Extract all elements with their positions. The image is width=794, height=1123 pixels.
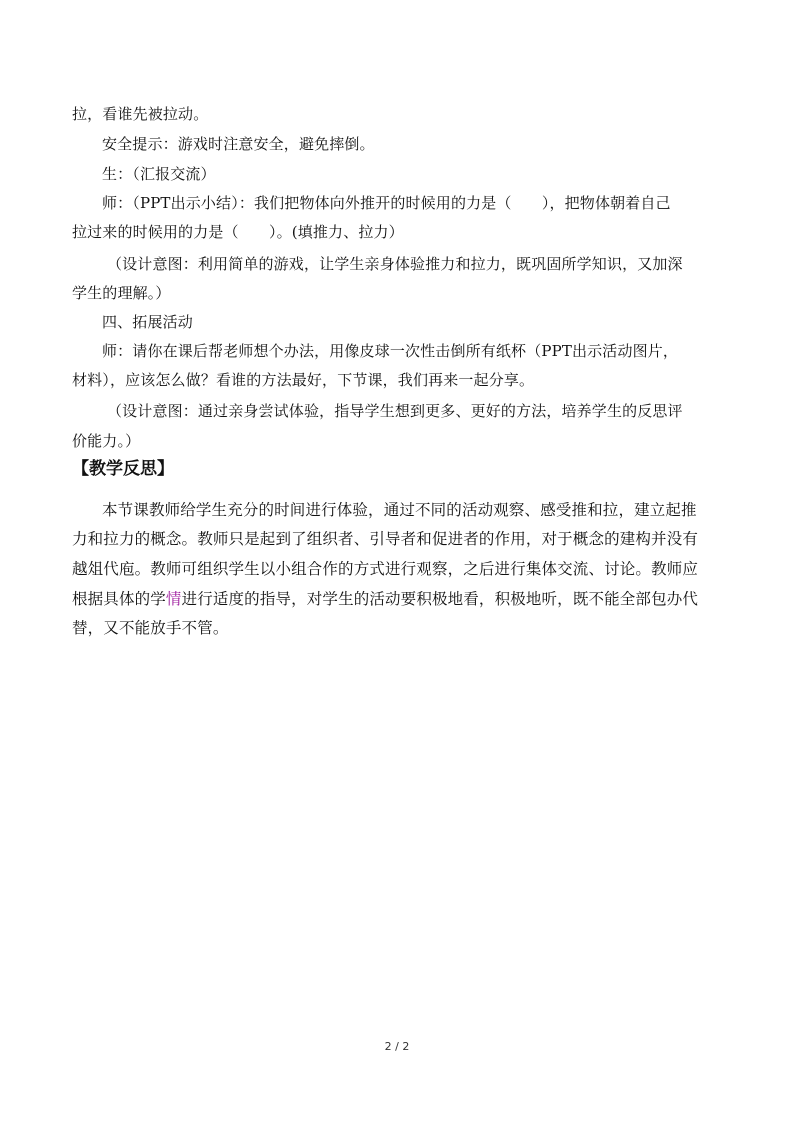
design-intent: （设计意图：通过亲身尝试体验，指导学生想到更多、更好的方法，培养学生的反思评 (107, 402, 683, 420)
section-heading: 四、拓展活动 (102, 313, 193, 331)
text-line: 学生的理解。） (72, 284, 171, 302)
design-intent: （设计意图：利用简单的游戏，让学生亲身体验推力和拉力，既巩固所学知识，又加深 (107, 255, 683, 273)
reflection-text: 进行适度的指导，对学生的活动要积极地看，积极地听，既不能全部包办代 (181, 590, 699, 608)
page-number: 2 / 2 (384, 1040, 410, 1053)
highlighted-char: 情 (165, 590, 182, 608)
text-line: 材料），应该怎么做？看谁的方法最好，下节课，我们再来一起分享。 (72, 371, 535, 389)
reflection-heading: 【教学反思】 (72, 459, 174, 479)
reflection-line (72, 589, 732, 609)
text-line: 拉过来的时候用的力是（ ）。(填推力、拉力） (72, 223, 404, 241)
safety-tip: 安全提示：游戏时注意安全，避免摔倒。 (102, 135, 375, 153)
text-line: 价能力。） (72, 432, 141, 450)
reflection-line: 本节课教师给学生充分的时间进行体验，通过不同的活动观察、感受推和拉，建立起推 (102, 501, 697, 519)
student-line: 生：（汇报交流） (102, 165, 216, 183)
reflection-text: 根据具体的学 (72, 590, 166, 608)
reflection-line: 越俎代庖。教师可组织学生以小组合作的方式进行观察，之后进行集体交流、讨论。教师应 (72, 560, 699, 578)
reflection-line: 力和拉力的概念。教师只是起到了组织者、引导者和促进者的作用，对于概念的建构并没有 (72, 530, 699, 548)
reflection-line: 替，又不能放手不管。 (72, 619, 229, 637)
text-line: 拉，看谁先被拉动。 (72, 105, 209, 123)
teacher-summary: 师：（PPT出示小结）：我们把物体向外推开的时候用的力是（ ），把物体朝着自己 (102, 194, 671, 212)
teacher-task: 师：请你在课后帮老师想个办法，用像皮球一次性击倒所有纸杯（PPT出示活动图片， (102, 342, 679, 360)
